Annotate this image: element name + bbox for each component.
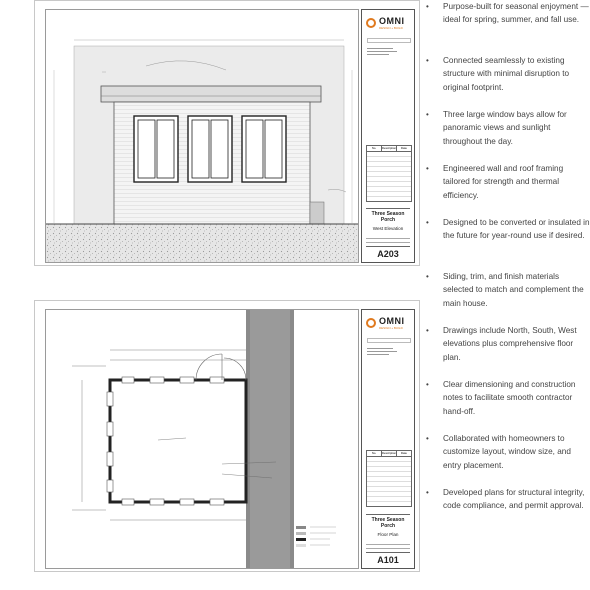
revision-table: [366, 450, 412, 507]
company-name: OMNI: [379, 316, 405, 326]
bullet-dot-icon: •: [426, 272, 429, 281]
drawing-sheet-west-elevation: [34, 0, 420, 266]
bullet-dot-icon: •: [426, 110, 429, 119]
company-tagline: DESIGN + BUILD: [379, 326, 403, 330]
rev-col-no: No.: [367, 146, 382, 151]
material-legend: [296, 526, 336, 547]
title-block: [361, 309, 415, 569]
bullet-dot-icon: •: [426, 326, 429, 335]
sheet-meta: [366, 238, 410, 246]
logo-circle-icon: [366, 18, 376, 28]
title-block: [361, 9, 415, 263]
entry-step: [310, 202, 324, 224]
title-area: [366, 208, 410, 237]
porch-exterior-wall: [110, 380, 246, 502]
company-logo: [366, 316, 410, 334]
sheet-number: A203: [366, 246, 410, 262]
ground-gravel: [46, 224, 358, 262]
bullet-dot-icon: •: [426, 380, 429, 389]
view-title: Floor Plan: [377, 532, 399, 537]
window-bay-3: [242, 116, 286, 182]
rev-col-no: No.: [367, 451, 382, 456]
project-title: Three Season Porch: [371, 517, 405, 529]
title-area: [366, 514, 410, 543]
bullet-dot-icon: •: [426, 434, 429, 443]
rev-col-date: Date: [401, 146, 407, 150]
address-bar: [367, 338, 411, 343]
window-bay-2: [188, 116, 232, 182]
company-tagline: DESIGN + BUILD: [379, 26, 403, 30]
view-title: West Elevation: [372, 226, 404, 231]
rev-col-date: Date: [401, 451, 407, 455]
bullet-dot-icon: •: [426, 56, 429, 65]
bullet-dot-icon: •: [426, 488, 429, 497]
bullet-dot-icon: •: [426, 164, 429, 173]
client-info-lines: [367, 348, 397, 355]
project-title: Three Season Porch: [371, 211, 405, 223]
rev-col-description: Description: [382, 146, 396, 150]
elevation-drawing: [45, 9, 359, 263]
client-info-lines: [367, 48, 397, 55]
logo-circle-icon: [366, 318, 376, 328]
bullet-dot-icon: •: [426, 2, 429, 11]
sheet-number: A101: [366, 552, 410, 568]
company-name: OMNI: [379, 16, 405, 26]
bullet-dot-icon: •: [426, 218, 429, 227]
address-bar: [367, 38, 411, 43]
floor-plan-svg: [46, 310, 358, 568]
revision-table: [366, 145, 412, 202]
window-bay-1: [134, 116, 178, 182]
west-elevation-svg: [46, 10, 358, 262]
drawing-sheet-floor-plan: [34, 300, 420, 572]
floor-plan-drawing: [45, 309, 359, 569]
company-logo: [366, 16, 410, 34]
sheet-meta: [366, 544, 410, 552]
rev-col-description: Description: [382, 451, 396, 455]
porch-roof: [101, 86, 321, 102]
